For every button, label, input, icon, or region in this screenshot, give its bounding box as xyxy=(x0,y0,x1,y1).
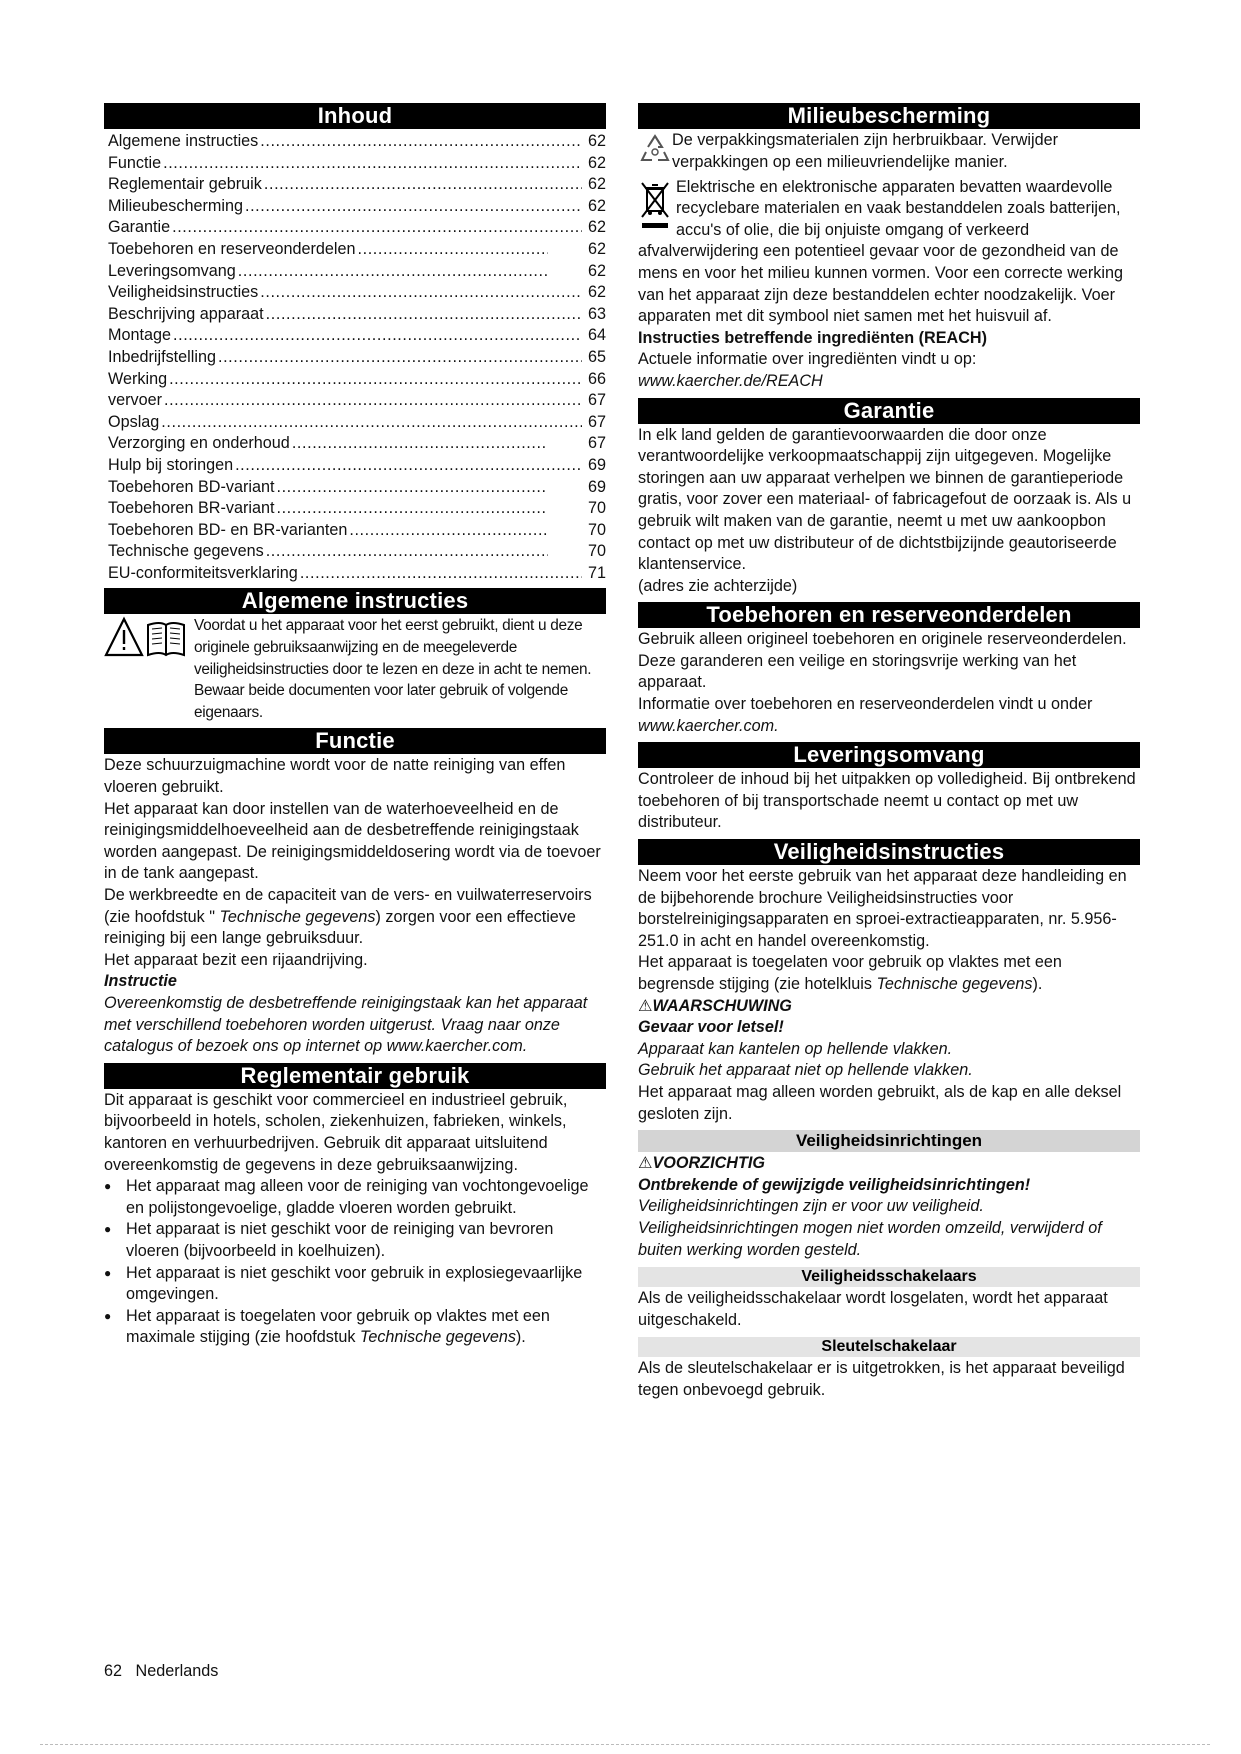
list-item: ● Het apparaat is niet geschikt voor de reiniging van bevroren vloeren (bijvoorbeeld in koelhuizen). xyxy=(104,1219,606,1262)
toc-entry-title: Garantie xyxy=(108,218,171,237)
toc-entry-page: 69 xyxy=(587,477,606,496)
reach-text: Actuele informatie over ingrediënten vindt u op: xyxy=(638,350,977,369)
page-number: 62 xyxy=(104,1662,123,1680)
toc-entry-page: 64 xyxy=(587,326,606,345)
toc-entry-title: Verzorging en onderhoud xyxy=(108,434,290,453)
toc-leader-dots xyxy=(276,477,548,499)
warning-title: Gevaar voor letsel! xyxy=(638,1018,784,1037)
toc-leader-dots xyxy=(235,455,582,477)
toc-entry-page: 67 xyxy=(587,391,606,410)
garantie-address: (adres zie achterzijde) xyxy=(638,576,798,595)
toc-entry[interactable] xyxy=(108,433,606,455)
toc-entry[interactable] xyxy=(108,304,606,326)
veiligheid-p2-ref: Technische gegevens xyxy=(876,975,1033,993)
reglementair-text: Dit apparaat is geschikt voor commercieel en industrieel gebruik, bijvoorbeeld in hotels, scholen, ziekenhuizen, fabrieken, winkels, kantoren en verhuurbedrijven. Gebruik dit apparaat uitsluitend overeenkomstig de gegevens in deze gebruiksaanwijzing. xyxy=(104,1090,568,1174)
heading-milieubescherming: Milieubescherming xyxy=(638,103,1140,129)
toc-entry[interactable] xyxy=(108,390,606,412)
reach-title: Instructies betreffende ingrediënten (REACH) xyxy=(638,328,987,347)
toc-entry[interactable] xyxy=(108,455,606,477)
toc-leader-dots xyxy=(266,541,548,563)
toebehoren-p1: Gebruik alleen origineel toebehoren en originele reserveonderdelen. Deze garanderen een veilige en storingsvrije werking van het apparaat. xyxy=(638,630,1127,692)
recycle-notice xyxy=(638,130,1140,177)
toc-leader-dots xyxy=(260,282,582,304)
toc-entry-page: 70 xyxy=(587,499,606,518)
toc-entry-title: Toebehoren BD-variant xyxy=(108,477,275,496)
toc-entry-title: Algemene instructies xyxy=(108,132,259,150)
veiligheid-p2-text: Het apparaat is toegelaten voor gebruik op vlaktes met een begrensde stijging (zie hotelkluis xyxy=(638,953,1062,993)
toc-leader-dots xyxy=(163,153,582,175)
heading-functie: Functie xyxy=(104,728,606,754)
toc-entry-title: Functie xyxy=(108,153,162,172)
functie-p2: Het apparaat kan door instellen van de waterhoeveelheid en de reinigingsmiddelhoeveelheid aan de desbetreffende reinigingstaak worden aangepast. De reinigingsmiddeldosering wordt via de toevoer in de tank aangepast. xyxy=(104,799,601,883)
toc-leader-dots xyxy=(300,563,582,585)
toc-entry-page: 62 xyxy=(587,261,606,280)
toc-leader-dots xyxy=(245,196,582,218)
toc-entry-page: 62 xyxy=(587,132,606,150)
toc-entry[interactable] xyxy=(108,477,606,499)
toc-entry-page: 62 xyxy=(587,196,606,215)
toc-entry[interactable] xyxy=(108,412,606,434)
toc-entry-title: Opslag xyxy=(108,412,160,431)
instructie-text: Overeenkomstig de desbetreffende reinigingstaak kan het apparaat met verschillend toebehoren worden uitgerust. Vraag naar onze catalogus of bezoek ons op internet op www.kaercher.com. xyxy=(104,993,588,1056)
section-veiligheidsinrichtingen xyxy=(638,1130,1140,1261)
toc-leader-dots xyxy=(173,325,582,347)
toc-leader-dots xyxy=(358,239,549,261)
toc-leader-dots xyxy=(266,304,582,326)
heading-reglementair-gebruik: Reglementair gebruik xyxy=(104,1063,606,1089)
section-functie xyxy=(104,728,606,1057)
garantie-text: In elk land gelden de garantievoorwaarden die door onze verantwoordelijke verkoopmaatschappij zijn uitgegeven. Mogelijke storingen aan uw apparaat verhelpen we binnen de garantieperiode gratis, voor zover een materiaal- of fabricagefout de oorzaak is. Als u gebruik wilt maken van de garantie, neemt u met uw aankoopbon contact op met uw distributeur of de dichtstbijzijnde geautoriseerde klantenservice. xyxy=(638,425,1132,574)
last-bullet-end: ). xyxy=(515,1328,526,1347)
list-item xyxy=(104,1306,606,1349)
section-algemene-instructies xyxy=(104,588,606,723)
functie-p3-ref: Technische gegevens xyxy=(219,907,376,926)
toc-entry-title: Toebehoren en reserveonderdelen xyxy=(108,239,356,258)
toc-leader-dots xyxy=(169,369,582,391)
toc-entry[interactable] xyxy=(108,131,606,153)
toc-entry-page: 62 xyxy=(587,153,606,172)
toc-leader-dots xyxy=(276,498,548,520)
toc-entry[interactable] xyxy=(108,261,606,283)
toc-entry[interactable] xyxy=(108,541,606,563)
toebehoren-p2 xyxy=(638,694,1140,737)
toc-entry[interactable] xyxy=(108,520,606,542)
toc-leader-dots xyxy=(164,390,582,412)
toc-entry[interactable] xyxy=(108,217,606,239)
toc-entry[interactable] xyxy=(108,325,606,347)
heading-veiligheidsinrichtingen: Veiligheidsinrichtingen xyxy=(638,1130,1140,1152)
toc-entry-page: 62 xyxy=(587,283,606,302)
toc-entry[interactable] xyxy=(108,282,606,304)
toc-entry-title: Veiligheidsinstructies xyxy=(108,283,259,302)
page-footer xyxy=(104,1662,218,1681)
veiligheid-p1: Neem voor het eerste gebruik van het apparaat deze handleiding en de bijbehorende brochure Veiligheidsinstructies voor borstelreinigingsapparaten en sproei-extractieapparaten, nr. 5.956-251.0 in acht en handel overeenkomstig. xyxy=(638,867,1127,950)
toc-entry[interactable] xyxy=(108,563,606,585)
toc-entry[interactable] xyxy=(108,196,606,218)
toc-entry-page: 70 xyxy=(587,520,606,539)
section-milieubescherming xyxy=(638,103,1140,393)
toc-entry-title: Werking xyxy=(108,369,168,388)
caution-title: Ontbrekende of gewijzigde veiligheidsinrichtingen! xyxy=(638,1175,1031,1194)
veiligheid-p2-end: ). xyxy=(1032,975,1043,993)
toc-leader-dots xyxy=(292,433,548,455)
toc-entry-title: Leveringsomvang xyxy=(108,261,236,280)
toc-entry-page: 66 xyxy=(587,369,606,388)
toc-heading: Inhoud xyxy=(104,103,606,129)
section-veiligheidsschakelaars xyxy=(638,1267,1140,1331)
toc-entry-page: 62 xyxy=(587,239,606,258)
algemeen-text: Voordat u het apparaat voor het eerst gebruikt, dient u deze originele gebruiksaanwijzing en de meegeleverde veiligheidsinstructies door te lezen en deze in acht te nemen. Bewaar beide documenten voor later gebruik of volgende eigenaars. xyxy=(194,617,592,721)
toc-entry-title: Montage xyxy=(108,326,171,345)
toc-entry-title: Beschrijving apparaat xyxy=(108,304,264,323)
toc-leader-dots xyxy=(260,131,582,153)
toc-entry[interactable] xyxy=(108,239,606,261)
section-garantie xyxy=(638,398,1140,598)
algemeen-notice xyxy=(104,615,606,723)
warning-manual-icon xyxy=(104,615,194,666)
toc-entry[interactable] xyxy=(108,498,606,520)
reglementair-list xyxy=(104,1176,606,1349)
toc-entry-title: Toebehoren BD- en BR-varianten xyxy=(108,520,348,539)
sleutel-text: Als de sleutelschakelaar er is uitgetrokken, is het apparaat beveiligd tegen onbevoegd gebruik. xyxy=(638,1359,1125,1399)
toc-entry-title: Inbedrijfstelling xyxy=(108,347,216,366)
weee-notice xyxy=(638,177,1140,328)
toc-entry-title: Hulp bij storingen xyxy=(108,455,234,474)
heading-garantie: Garantie xyxy=(638,398,1140,424)
heading-sleutelschakelaar: Sleutelschakelaar xyxy=(638,1337,1140,1357)
instructie-label: Instructie xyxy=(104,972,177,991)
toc-entry-title: vervoer xyxy=(108,391,162,410)
toc-leader-dots xyxy=(218,347,582,369)
heading-toebehoren: Toebehoren en reserveonderdelen xyxy=(638,602,1140,628)
list-item: ● Het apparaat is niet geschikt voor gebruik in explosiegevaarlijke omgevingen. xyxy=(104,1263,606,1306)
left-column xyxy=(104,103,606,1354)
section-sleutelschakelaar xyxy=(638,1337,1140,1401)
toebehoren-p2-text: Informatie over toebehoren en reserveonderdelen vindt u onder xyxy=(638,695,1093,714)
toc-entry-title: Reglementair gebruik xyxy=(108,175,262,194)
warning-line-2: Gebruik het apparaat niet op hellende vlakken. xyxy=(638,1061,973,1080)
last-bullet-text: Het apparaat is toegelaten voor gebruik op vlaktes met een maximale stijging (zie hoofdstuk xyxy=(126,1306,550,1347)
reach-link[interactable]: www.kaercher.de/REACH xyxy=(638,371,823,390)
toc-entry[interactable] xyxy=(108,347,606,369)
section-toebehoren xyxy=(638,602,1140,737)
warning-line-1: Apparaat kan kantelen op hellende vlakken. xyxy=(638,1039,953,1058)
milieu-p2: Elektrische en elektronische apparaten bevatten waardevolle recyclebare materialen en vaak bestanddelen zoals batterijen, accu's of olie, die bij onjuiste omgang of verkeerd afvalverwijdering een potentieel gevaar voor de gezondheid van de mens en voor het milieu kunnen vormen. Voor een correcte werking van het apparaat zijn deze bestanddelen echter noodzakelijk. Voer apparaten met dit symbool niet samen met het huisvuil af. xyxy=(638,177,1123,326)
toc-entry-title: EU-conformiteitsverklaring xyxy=(108,563,298,582)
table-of-contents xyxy=(108,131,606,584)
veiligheid-p2 xyxy=(638,952,1140,995)
toc-leader-dots xyxy=(264,174,582,196)
toebehoren-link[interactable]: www.kaercher.com. xyxy=(638,716,779,735)
toc-leader-dots xyxy=(161,412,582,434)
toc-entry-page: 69 xyxy=(587,455,606,474)
section-reglementair-gebruik xyxy=(104,1063,606,1349)
functie-p3-rest: ) zorgen voor een effectieve reiniging bij een lange gebruiksduur. xyxy=(104,907,576,948)
toc-entry-title: Technische gegevens xyxy=(108,542,264,561)
section-leveringsomvang xyxy=(638,742,1140,834)
reach-paragraph xyxy=(638,349,1140,392)
toc-entry-page: 63 xyxy=(587,304,606,323)
warning-label: ⚠WAARSCHUWING xyxy=(638,996,792,1015)
list-item: ● Het apparaat mag alleen voor de reiniging van vochtongevoelige en polijstongevoelige, gladde vloeren worden gebruikt. xyxy=(104,1176,606,1219)
recycle-icon xyxy=(638,130,672,177)
page-language: Nederlands xyxy=(135,1662,219,1680)
milieu-p1: De verpakkingsmaterialen zijn herbruikbaar. Verwijder verpakkingen op een milieuvriendelijke manier. xyxy=(672,131,1058,171)
functie-p4: Het apparaat bezit een rijaandrijving. xyxy=(104,950,368,969)
toc-entry-page: 71 xyxy=(587,563,606,582)
levering-text: Controleer de inhoud bij het uitpakken op volledigheid. Bij ontbrekend toebehoren of bij transportschade neemt u contact op met uw distributeur. xyxy=(638,770,1136,832)
functie-p1: Deze schuurzuigmachine wordt voor de natte reiniging van effen vloeren gebruikt. xyxy=(104,756,566,797)
schakelaars-text: Als de veiligheidsschakelaar wordt losgelaten, wordt het apparaat uitgeschakeld. xyxy=(638,1289,1108,1329)
caution-line-1: Veiligheidsinrichtingen zijn er voor uw veiligheid. xyxy=(638,1197,984,1216)
toc-entry-page: 70 xyxy=(587,542,606,561)
last-bullet-ref: Technische gegevens xyxy=(359,1328,516,1347)
crossed-bin-icon xyxy=(638,177,672,240)
heading-veiligheidsschakelaars: Veiligheidsschakelaars xyxy=(638,1267,1140,1287)
toc-entry-page: 65 xyxy=(587,347,606,366)
toc-entry-title: Toebehoren BR-variant xyxy=(108,499,275,518)
toc-entry-page: 67 xyxy=(587,434,606,453)
heading-leveringsomvang: Leveringsomvang xyxy=(638,742,1140,768)
toc-entry[interactable] xyxy=(108,369,606,391)
functie-p3-text: De werkbreedte en de capaciteit van de vers- en vuilwaterreservoirs (zie hoofdstuk " xyxy=(104,886,592,926)
section-veiligheidsinstructies xyxy=(638,839,1140,1125)
toc-leader-dots xyxy=(238,261,548,283)
toc-entry[interactable] xyxy=(108,174,606,196)
veiligheid-p3: Het apparaat mag alleen worden gebruikt, als de kap en alle deksel gesloten zijn. xyxy=(638,1082,1122,1123)
toc-entry[interactable] xyxy=(108,153,606,175)
toc-entry-page: 62 xyxy=(587,175,606,194)
toc-entry-page: 67 xyxy=(587,412,606,431)
functie-p3 xyxy=(104,885,606,950)
bottom-divider xyxy=(40,1744,1210,1745)
toc-leader-dots xyxy=(349,520,548,542)
right-column xyxy=(638,103,1140,1407)
heading-algemene-instructies: Algemene instructies xyxy=(104,588,606,614)
heading-veiligheidsinstructies: Veiligheidsinstructies xyxy=(638,839,1140,865)
toc-entry-page: 62 xyxy=(587,218,606,237)
caution-label: ⚠VOORZICHTIG xyxy=(638,1154,765,1173)
caution-line-2: Veiligheidsinrichtingen mogen niet worden omzeild, verwijderd of buiten werking worden gesteld. xyxy=(638,1218,1102,1259)
toc-entry-title: Milieubescherming xyxy=(108,196,243,215)
toc-leader-dots xyxy=(172,217,582,239)
